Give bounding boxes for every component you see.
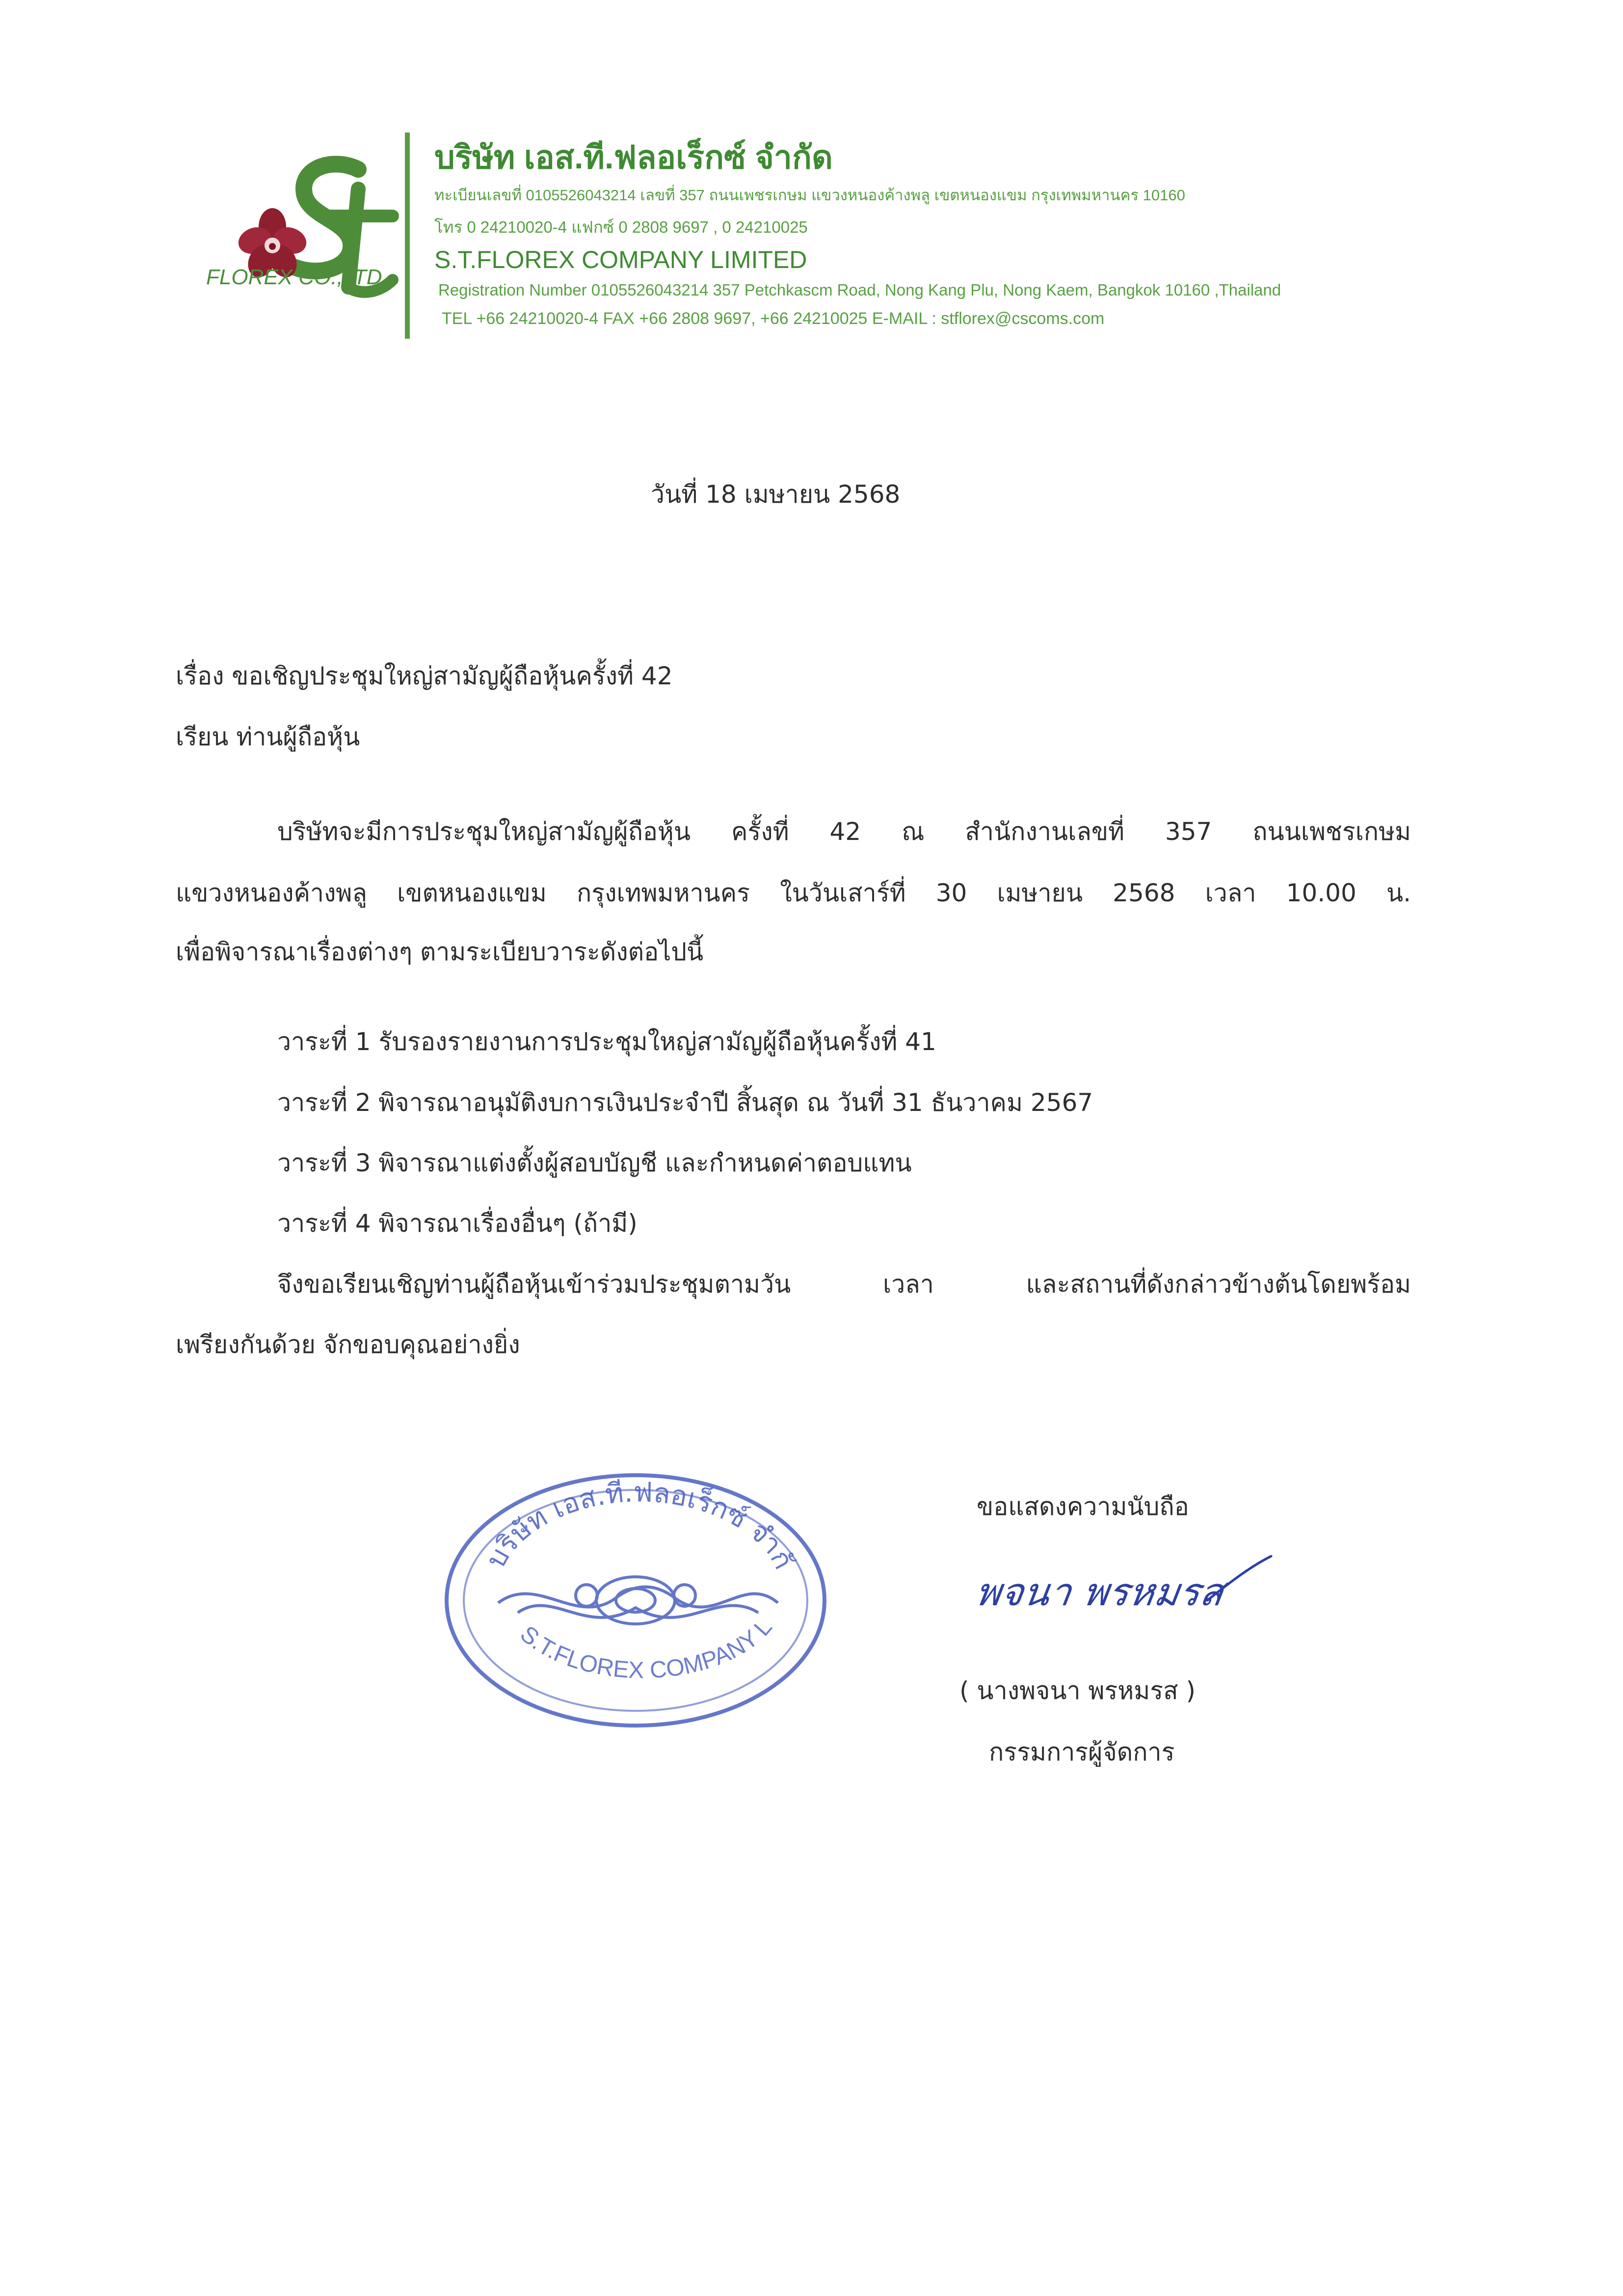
stamp-text-top: บริษัท เอส.ที.ฟลอเร็กซ์ จำกั [479,1476,800,1575]
company-contact-english: TEL +66 24210020-4 FAX +66 2808 9697, +66 24210025 E-MAIL : stflorex@cscoms.com [442,309,1105,328]
letterhead-divider [405,133,410,339]
stamp-text-bottom: S.T.FLOREX COMPANY L [515,1614,777,1684]
paragraph-1-line-1: บริษัทจะมีการประชุมใหญ่สามัญผู้ถือหุ้น ครั้งที่ 42 ณ สำนักงานเลขที่ 357 ถนนเพชรเกษม [277,817,1411,846]
letter-salutation: เรียน ท่านผู้ถือหุ้น [176,723,360,751]
letter-date: วันที่ 18 เมษายน 2568 [651,480,901,509]
letter-closing: ขอแสดงความนับถือ [977,1492,1189,1521]
signer-position: กรรมการผู้จัดการ [989,1738,1175,1766]
company-seal [439,1460,832,1740]
agenda-item: วาระที่ 3 พิจารณาแต่งตั้งผู้สอบบัญชี และกำหนดค่าตอบแทน [277,1149,912,1177]
signature-text: พจนา พรหมรส [977,1570,1227,1615]
company-contact-thai: โทร 0 24210020-4 แฟกซ์ 0 2808 9697 , 0 24210025 [434,218,808,236]
company-name-english: S.T.FLOREX COMPANY LIMITED [434,246,807,273]
company-seal-stamp-icon [439,1460,832,1740]
signer-name: ( นางพจนา พรหมรส ) [959,1676,1196,1705]
company-address-thai: ทะเบียนเลขที่ 0105526043214 เลขที่ 357 ถนนเพชรเกษม แขวงหนองค้างพลู เขตหนองแขม กรุงเทพมหานคร 10160 [434,187,1185,204]
handwritten-signature-icon [977,1551,1291,1625]
paragraph-1-line-3: เพื่อพิจารณาเรื่องต่างๆ ตามระเบียบวาระดังต่อไปนี้ [176,938,704,966]
company-name-thai: บริษัท เอส.ที.ฟลอเร็กซ์ จำกัด [434,139,833,175]
agenda-item: วาระที่ 1 รับรองรายงานการประชุมใหญ่สามัญผู้ถือหุ้นครั้งที่ 41 [277,1027,936,1056]
logo-caption: FLOREX CO.,LTD. [206,265,388,289]
company-address-english: Registration Number 0105526043214 357 Petchkascm Road, Nong Kang Plu, Nong Kaem, Bangkok 10160 ,Thailand [438,281,1281,299]
agenda-item: วาระที่ 2 พิจารณาอนุมัติงบการเงินประจำปี สิ้นสุด ณ วันที่ 31 ธันวาคม 2567 [277,1088,1093,1117]
paragraph-2-line-2: เพรียงกันด้วย จักขอบคุณอย่างยิ่ง [176,1330,520,1359]
paragraph-1-line-2: แขวงหนองค้างพลู เขตหนองแขม กรุงเทพมหานคร ในวันเสาร์ที่ 30 เมษายน 2568 เวลา 10.00 น. [176,879,1411,907]
signature [977,1551,1291,1625]
paragraph-2-line-1: จึงขอเรียนเชิญท่านผู้ถือหุ้นเข้าร่วมประชุมตามวัน เวลา และสถานที่ดังกล่าวข้างต้นโดยพร้อม [277,1270,1411,1298]
letter-subject: เรื่อง ขอเชิญประชุมใหญ่สามัญผู้ถือหุ้นครั้งที่ 42 [176,662,673,690]
agenda-item: วาระที่ 4 พิจารณาเรื่องอื่นๆ (ถ้ามี) [277,1209,638,1238]
